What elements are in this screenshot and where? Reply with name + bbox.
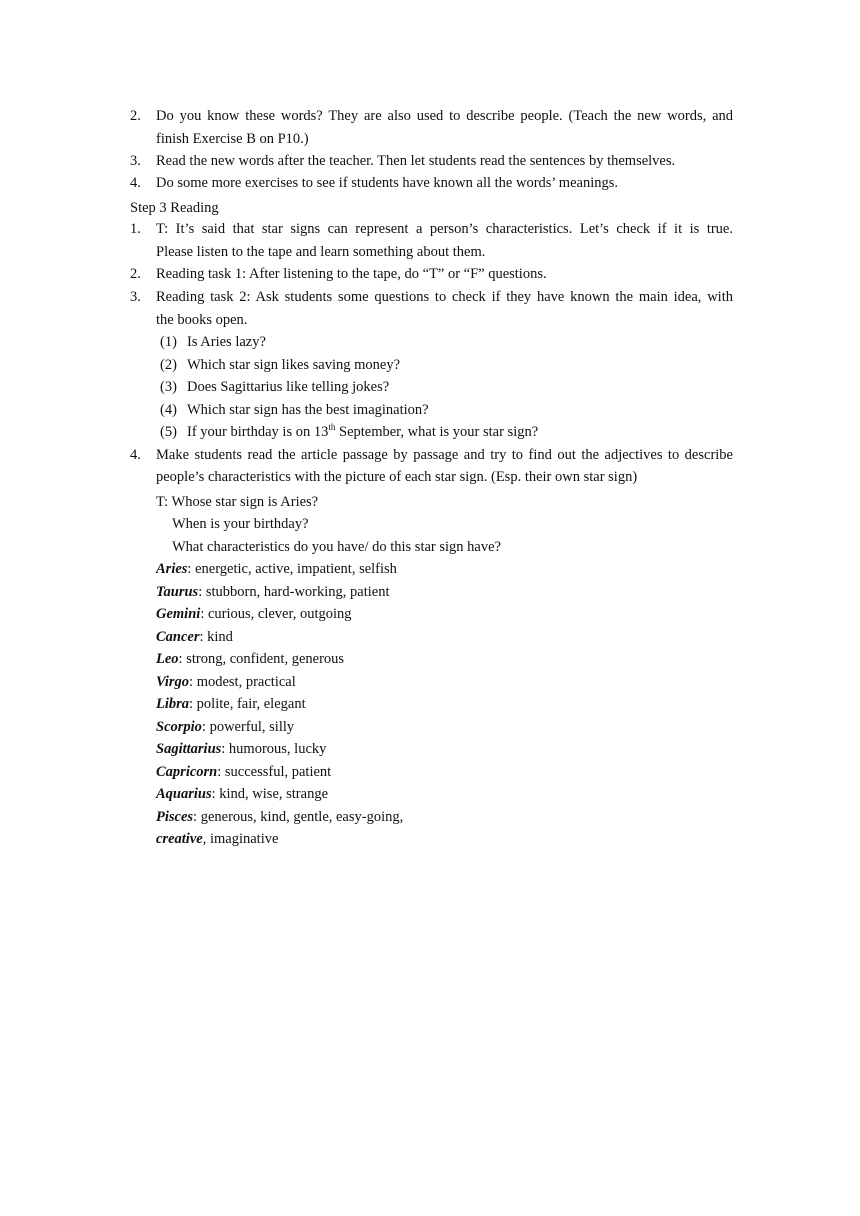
step-heading: Step 3 Reading <box>130 200 219 216</box>
question-text-after: September, what is your star sign? <box>335 424 539 440</box>
item-text: Reading task 1: After listening to the tape, do “T” or “F” questions. <box>156 266 547 282</box>
star-sign-name: creative <box>156 831 203 847</box>
item-text: Please listen to the tape and learn something about them. <box>156 244 486 260</box>
item-number: 3. <box>130 289 141 305</box>
dialogue-text: T: Whose star sign is Aries? <box>156 494 319 510</box>
item-number: 2. <box>130 266 141 282</box>
star-sign-traits: : humorous, lucky <box>221 741 327 757</box>
dialogue-text: When is your birthday? <box>172 516 309 532</box>
item-number: 3. <box>130 153 141 169</box>
question-text-before: If your birthday is on 13 <box>187 424 329 440</box>
question-number: (5) <box>160 424 177 440</box>
star-sign-name: Sagittarius <box>156 741 222 757</box>
item-text: Reading task 2: Ask students some questions to check if they have known the main idea, with <box>156 289 733 305</box>
star-sign-traits: : modest, practical <box>189 674 296 690</box>
item-number: 4. <box>130 447 141 463</box>
star-sign-traits: , imaginative <box>202 831 279 847</box>
star-sign-name: Scorpio <box>156 719 202 735</box>
star-sign-traits: : polite, fair, elegant <box>189 696 306 712</box>
question-number: (3) <box>160 379 177 395</box>
item-text: Make students read the article passage by passage and try to find out the adjectives to describe <box>156 447 733 463</box>
dialogue-text: What characteristics do you have/ do this star sign have? <box>172 539 501 555</box>
question-text: Does Sagittarius like telling jokes? <box>187 379 390 395</box>
star-sign-name: Capricorn <box>156 764 218 780</box>
star-sign-traits: : curious, clever, outgoing <box>200 606 352 622</box>
star-sign-traits: : energetic, active, impatient, selfish <box>187 561 397 577</box>
star-sign-name: Taurus <box>156 584 199 600</box>
question-text: Is Aries lazy? <box>187 334 266 350</box>
star-sign-name: Leo <box>156 651 179 667</box>
item-text: Read the new words after the teacher. Then let students read the sentences by themselves. <box>156 153 676 169</box>
item-number: 2. <box>130 108 141 124</box>
item-text: T: It’s said that star signs can represent a person’s characteristics. Let’s check if it is true. <box>156 221 733 237</box>
question-text: Which star sign has the best imagination? <box>187 402 429 418</box>
star-sign-name: Aries <box>156 561 188 577</box>
item-text: finish Exercise B on P10.) <box>156 131 309 147</box>
star-sign-name: Aquarius <box>156 786 212 802</box>
star-sign-name: Cancer <box>156 629 200 645</box>
star-sign-name: Libra <box>156 696 190 712</box>
item-text: people’s characteristics with the picture of each star sign. (Esp. their own star sign) <box>156 469 638 485</box>
star-sign-name: Gemini <box>156 606 201 622</box>
star-sign-traits: : kind, wise, strange <box>211 786 329 802</box>
item-text: the books open. <box>156 312 248 328</box>
question-text: Which star sign likes saving money? <box>187 357 401 373</box>
star-sign-traits: : powerful, silly <box>201 719 295 735</box>
ordinal-suffix: th <box>328 422 336 433</box>
star-sign-traits: : kind <box>199 629 233 645</box>
question-number: (2) <box>160 357 177 373</box>
item-number: 1. <box>130 221 141 237</box>
star-sign-traits: : stubborn, hard-working, patient <box>198 584 390 600</box>
star-sign-traits: : strong, confident, generous <box>178 651 345 667</box>
star-sign-traits: : generous, kind, gentle, easy-going, <box>193 809 404 825</box>
question-text <box>187 423 538 441</box>
item-number: 4. <box>130 175 141 191</box>
item-text: Do you know these words? They are also used to describe people. (Teach the new words, and <box>156 108 733 124</box>
star-sign-name: Virgo <box>156 674 190 690</box>
item-text: Do some more exercises to see if students have known all the words’ meanings. <box>156 175 619 191</box>
question-number: (1) <box>160 334 177 350</box>
question-number: (4) <box>160 402 177 418</box>
star-sign-traits: : successful, patient <box>217 764 332 780</box>
star-sign-name: Pisces <box>156 809 194 825</box>
